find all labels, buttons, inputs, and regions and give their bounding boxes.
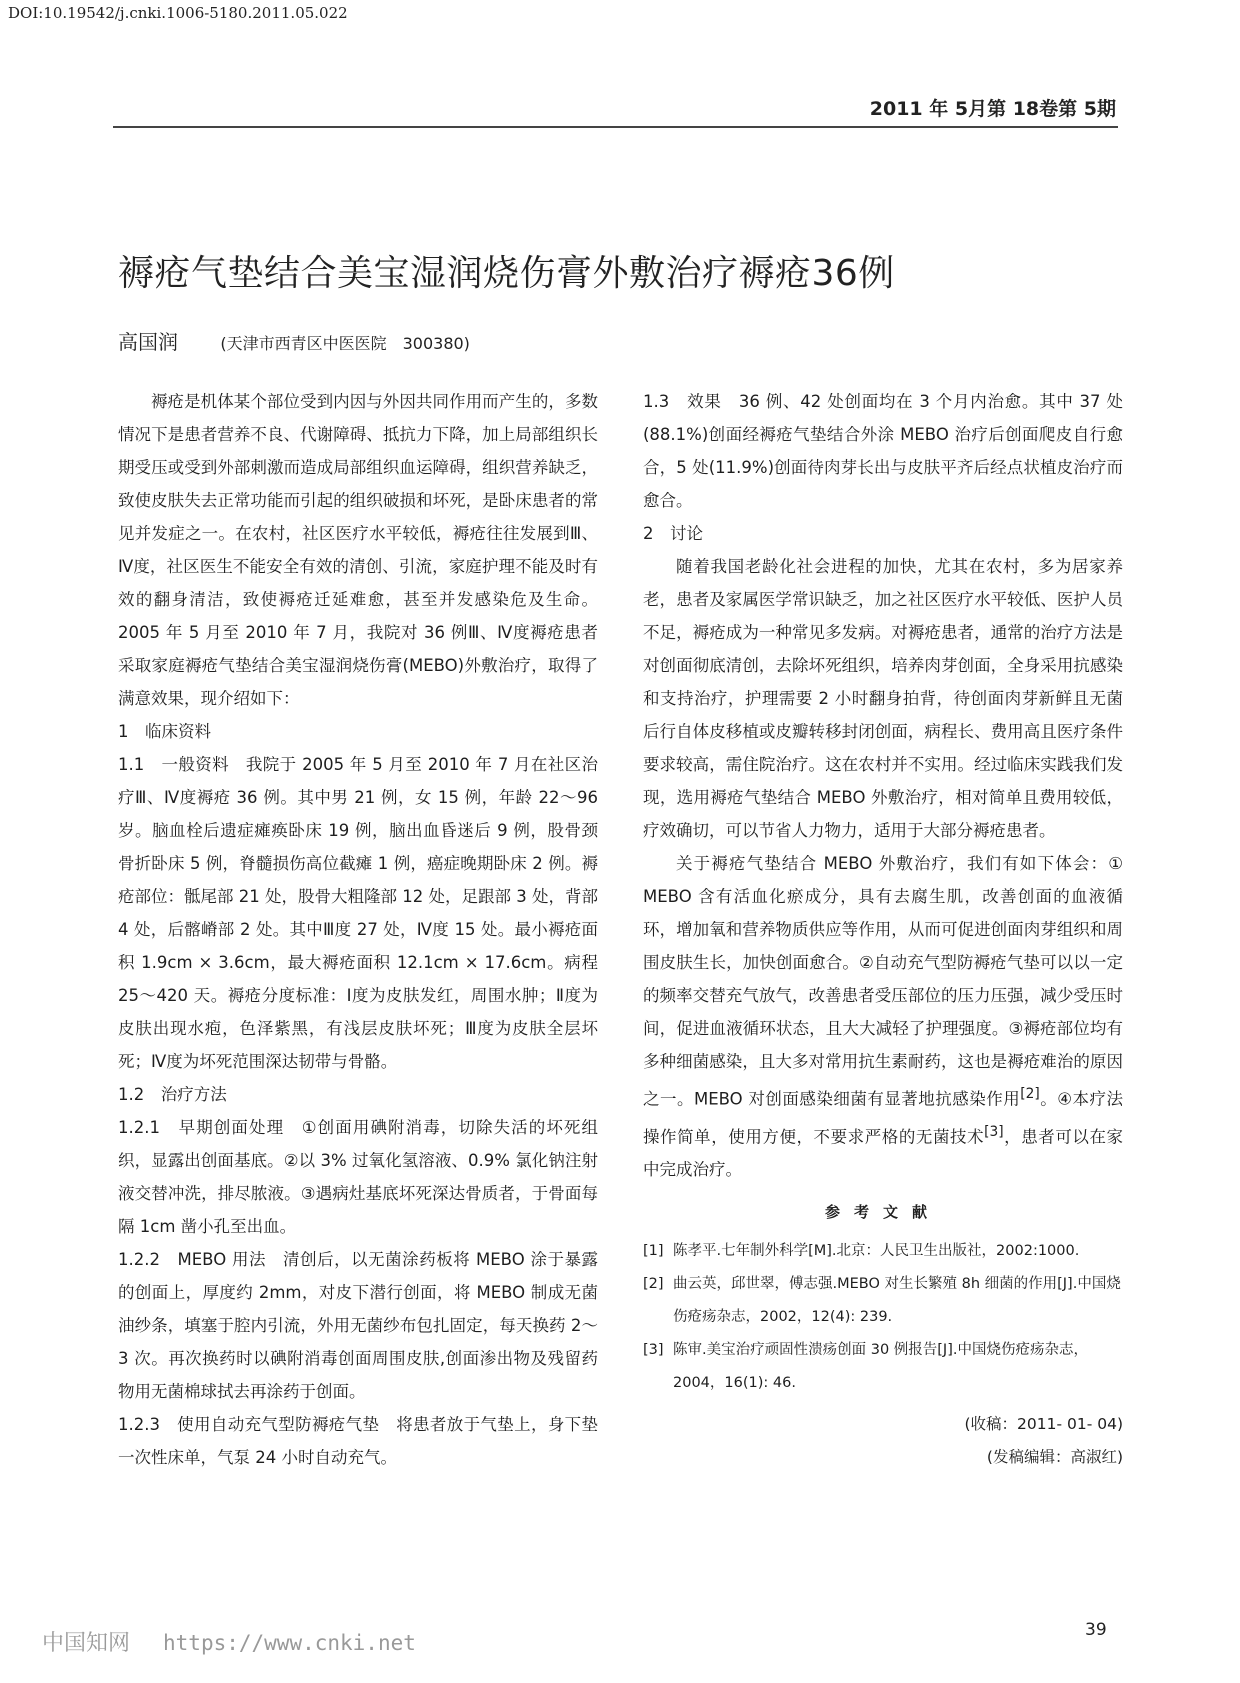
section-1-2-heading: 1.2 治疗方法	[118, 1085, 227, 1104]
discussion-text-c: ，患者可以在家中完成治疗。	[643, 1127, 1124, 1179]
discussion-text-b: 。④本疗法操作简单，使用方便，不要求严格的无菌技术	[643, 1089, 1123, 1146]
section-1-2-3-text: 将患者放于气垫上，身下垫一次性床单，气泵 24 小时自动充气。	[118, 1415, 599, 1467]
section-1-heading: 1 临床资料	[118, 722, 211, 741]
author-line	[118, 326, 470, 355]
section-1-3	[643, 385, 1123, 517]
doi-line: DOI:10.19542/j.cnki.1006-5180.2011.05.022	[8, 4, 348, 22]
section-1-2-2-text: 清创后，以无菌涂药板将 MEBO 涂于暴露的创面上，厚度约 2mm，对皮下潜行创面，将 MEBO 制成无菌油纱条，填塞于腔内引流，外用无菌纱布包扎固定，每天换药 2～3 次。再次换药时以碘附消毒创面周围皮肤,创面渗出物及残留药物用无菌棉球拭去再涂药于创面。	[118, 1250, 599, 1401]
section-1-2-1-heading: 1.2.1 早期创面处理	[118, 1118, 285, 1137]
citation-3: [3]	[984, 1123, 1004, 1140]
reference-text: 曲云英，邱世翠，傅志强.MEBO 对生长繁殖 8h 细菌的作用[J].中国烧伤疮疡杂志，2002，12(4): 239.	[673, 1276, 1121, 1325]
discussion-paragraph-2	[643, 847, 1123, 1186]
header-rule	[113, 126, 1118, 128]
discussion-paragraph-1: 随着我国老龄化社会进程的加快，尤其在农村，多为居家养老，患者及家属医学常识缺乏，加之社区医疗水平较低、医护人员不足，褥疮成为一种常见多发病。对褥疮患者，通常的治疗方法是对创面彻底清创，去除坏死组织，培养肉芽创面，全身采用抗感染和支持治疗，护理需要 2 小时翻身拍背，待创面肉芽新鲜且无菌后行自体皮移植或皮瓣转移封闭创面，病程长、费用高且医疗条件要求较高，需住院治疗。这在农村并不实用。经过临床实践我们发现，选用褥疮气垫结合 MEBO 外敷治疗，相对简单且费用较低，疗效确切，可以节省人力物力，适用于大部分褥疮患者。	[643, 557, 1123, 840]
section-1-2-1	[118, 1111, 598, 1243]
discussion-text-a: 关于褥疮气垫结合 MEBO 外敷治疗，我们有如下体会：① MEBO 含有活血化瘀成分，具有去腐生肌，改善创面的血液循环，增加氧和营养物质供应等作用，从而可促进创面肉芽组织和周围皮肤生长，加快创面愈合。②自动充气型防褥疮气垫可以以一定的频率交替充气放气，改善患者受压部位的压力压强，减少受压时间，促进血液循环状态，且大大减轻了护理强度。③褥疮部位均有多种细菌感染，且大多对常用抗生素耐药，这也是褥疮难治的原因之一。MEBO 对创面感染细菌有显著地抗感染作用	[643, 854, 1123, 1109]
reference-item	[643, 1334, 1123, 1400]
references-heading: 参考文献	[824, 1203, 941, 1221]
author-name: 高国润	[118, 330, 178, 354]
section-1-3-heading: 1.3 效果	[643, 392, 722, 411]
section-1-2-2-heading: 1.2.2 MEBO 用法	[118, 1250, 267, 1269]
reference-text: 陈孝平.七年制外科学[M].北京：人民卫生出版社，2002:1000.	[673, 1243, 1080, 1259]
cnki-watermark	[42, 1626, 416, 1657]
cnki-url[interactable]: https://www.cnki.net	[163, 1631, 416, 1655]
section-1-2-2	[118, 1243, 598, 1408]
intro-paragraph: 褥疮是机体某个部位受到内因与外因共同作用而产生的，多数情况下是患者营养不良、代谢障碍、抵抗力下降，加上局部组织长期受压或受到外部刺激而造成局部组织血运障碍，组织营养缺乏，致使皮肤失去正常功能而引起的组织破损和坏死，是卧床患者的常见并发症之一。在农村，社区医疗水平较低，褥疮往往发展到Ⅲ、Ⅳ度，社区医生不能安全有效的清创、引流，家庭护理不能及时有效的翻身清洁，致使褥疮迁延难愈，甚至并发感染危及生命。2005 年 5 月至 2010 年 7 月，我院对 36 例Ⅲ、Ⅳ度褥疮患者采取家庭褥疮气垫结合美宝湿润烧伤膏(MEBO)外敷治疗，取得了满意效果，现介绍如下：	[118, 392, 598, 708]
reference-number: [2]	[643, 1276, 664, 1292]
right-column	[643, 385, 1123, 1474]
section-1-2-3-heading: 1.2.3 使用自动充气型防褥疮气垫	[118, 1415, 380, 1434]
left-column	[118, 385, 598, 1474]
reference-item	[643, 1235, 1123, 1268]
editor-note: (发稿编辑：高淑红)	[986, 1448, 1123, 1466]
section-1-1-heading: 1.1 一般资料	[118, 755, 230, 774]
section-1-2-3	[118, 1408, 598, 1474]
author-affiliation: (天津市西青区中医医院 300380)	[220, 334, 470, 353]
section-1-1-text: 我院于 2005 年 5 月至 2010 年 7 月在社区治疗Ⅲ、Ⅳ度褥疮 36 例。其中男 21 例，女 15 例，年龄 22～96 岁。脑血栓后遗症瘫痪卧床 19 例，脑出血昏迷后 9 例，股骨颈骨折卧床 5 例，脊髓损伤高位截瘫 1 例，癌症晚期卧床 2 例。褥疮部位：骶尾部 21 处，股骨大粗隆部 12 处，足跟部 3 处，背部 4 处，后髂嵴部 2 处。其中Ⅲ度 27 处，Ⅳ度 15 处。最小褥疮面积 1.9cm × 3.6cm，最大褥疮面积 12.1cm × 17.6cm。病程 25～420 天。褥疮分度标准：Ⅰ度为皮肤发红，周围水肿；Ⅱ度为皮肤出现水疱，色泽紫黑，有浅层皮肤坏死；Ⅲ度为皮肤全层坏死；Ⅳ度为坏死范围深达韧带与骨骼。	[118, 755, 599, 1071]
section-1-2-1-text: ①创面用碘附消毒，切除失活的坏死组织，显露出创面基底。②以 3% 过氧化氢溶液、0.9% 氯化钠注射液交替冲洗，排尽脓液。③遇病灶基底坏死深达骨质者，于骨面每隔 1cm 凿小孔至出血。	[118, 1118, 599, 1236]
reference-number: [3]	[643, 1342, 664, 1358]
article-title: 褥疮气垫结合美宝湿润烧伤膏外敷治疗褥疮36例	[118, 253, 895, 294]
page-number: 39	[1085, 1620, 1107, 1640]
received-date: (收稿：2011- 01- 04)	[964, 1415, 1123, 1433]
reference-item	[643, 1268, 1123, 1334]
section-1-1	[118, 748, 598, 1078]
section-1-3-text: 36 例、42 处创面均在 3 个月内治愈。其中 37 处(88.1%)创面经褥疮气垫结合外涂 MEBO 治疗后创面爬皮自行愈合，5 处(11.9%)创面待肉芽长出与皮肤平齐后经点状植皮治疗而愈合。	[643, 392, 1123, 510]
cnki-logo-text: 中国知网	[42, 1631, 131, 1656]
section-2-heading: 2 讨论	[643, 524, 703, 543]
reference-number: [1]	[643, 1243, 664, 1259]
issue-header: 2011 年 5月第 18卷第 5期	[869, 98, 1116, 120]
citation-2: [2]	[1020, 1086, 1040, 1102]
reference-text: 陈审.美宝治疗顽固性溃疡创面 30 例报告[J].中国烧伤疮疡杂志，2004，16(1): 46.	[673, 1342, 1088, 1391]
